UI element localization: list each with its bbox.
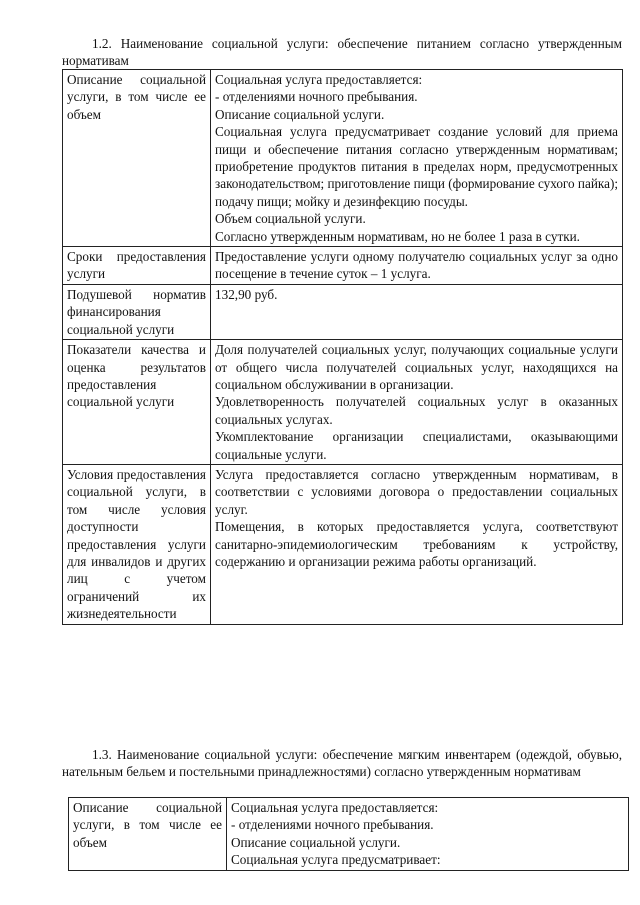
section-1-3-heading-text: 1.3. Наименование социальной услуги: обеспечение мягким инвентарем (одеждой, обувью, нательным бельем и постельными принадлежностями) согласно утвержденным нормативам bbox=[62, 747, 622, 779]
value-line: Социальная услуга предусматривает создание условий для приема пищи и обеспечение питания согласно утвержденным нормативам; приобретение продуктов питания в пределах норм, предусмотренных законодательством; приготовление пищи (формирование сухого пайка); подачу пищи; мойку и дезинфекцию посуды. bbox=[215, 124, 618, 209]
row-value bbox=[211, 284, 623, 339]
value-line: Помещения, в которых предоставляется услуга, соответствуют санитарно-эпидемиологическим требованиям к устройству, содержанию и организации режима работы организаций. bbox=[215, 519, 618, 569]
table-row-terms bbox=[63, 247, 623, 285]
value-line: Укомплектование организации специалистами, оказывающими социальные услуги. bbox=[215, 429, 618, 462]
value-line: Доля получателей социальных услуг, получающих социальные услуги от общего числа получателей социальных услуг, находящихся на социальном обслуживании в организации. bbox=[215, 342, 618, 392]
value-line: Удовлетворенность получателей социальных услуг в оказанных социальных услугах. bbox=[215, 394, 618, 427]
row-value bbox=[211, 464, 623, 624]
value-line: Предоставление услуги одному получателю социальных услуг за одно посещение в течение суток – 1 услуга. bbox=[215, 249, 618, 282]
row-label: Сроки предоставления услуги bbox=[63, 247, 211, 285]
section-1-3-heading bbox=[62, 746, 622, 780]
row-value bbox=[211, 340, 623, 465]
value-line: Описание социальной услуги. bbox=[231, 834, 401, 850]
value-line: Социальная услуга предусматривает: bbox=[231, 852, 441, 868]
value-line: Услуга предоставляется согласно утвержденным нормативам, в соответствии с условиями договора о предоставлении социальных услуг. bbox=[215, 466, 618, 517]
section-1-2-heading-text: 1.2. Наименование социальной услуги: обеспечение питанием согласно утвержденным нормативам bbox=[62, 36, 622, 68]
table-row-financing bbox=[63, 284, 623, 339]
row-value bbox=[211, 70, 623, 247]
value-line: Социальная услуга предоставляется: bbox=[215, 72, 423, 87]
section-1-3-table bbox=[68, 797, 629, 871]
value-line: Социальная услуга предоставляется: bbox=[231, 800, 439, 815]
value-line: Объем социальной услуги. bbox=[215, 211, 366, 227]
row-value bbox=[211, 247, 623, 285]
row-label: Подушевой норматив финансирования социальной услуги bbox=[63, 284, 211, 339]
value-line: Описание социальной услуги. bbox=[215, 106, 385, 122]
value-line: - отделениями ночного пребывания. bbox=[215, 89, 418, 105]
value-line: 132,90 руб. bbox=[215, 286, 278, 302]
row-label: Показатели качества и оценка результатов предоставления социальной услуги bbox=[63, 340, 211, 465]
row-label: Описание социальной услуги, в том числе ее объем bbox=[69, 798, 227, 871]
value-line: - отделениями ночного пребывания. bbox=[231, 817, 434, 833]
table-row-description bbox=[63, 70, 623, 247]
row-value bbox=[227, 798, 629, 871]
table-row-quality bbox=[63, 340, 623, 465]
section-1-2-heading bbox=[62, 35, 622, 69]
table-row-description bbox=[69, 798, 629, 871]
section-1-2-table bbox=[62, 69, 623, 625]
table-row-conditions bbox=[63, 464, 623, 624]
value-line: Согласно утвержденным нормативам, но не более 1 раза в сутки. bbox=[215, 228, 580, 244]
row-label: Описание социальной услуги, в том числе ее объем bbox=[63, 70, 211, 247]
row-label: Условия предоставления социальной услуги, в том числе условия доступности предоставления услуги для инвалидов и других лиц с учетом ограничений их жизнедеятельности bbox=[63, 464, 211, 624]
